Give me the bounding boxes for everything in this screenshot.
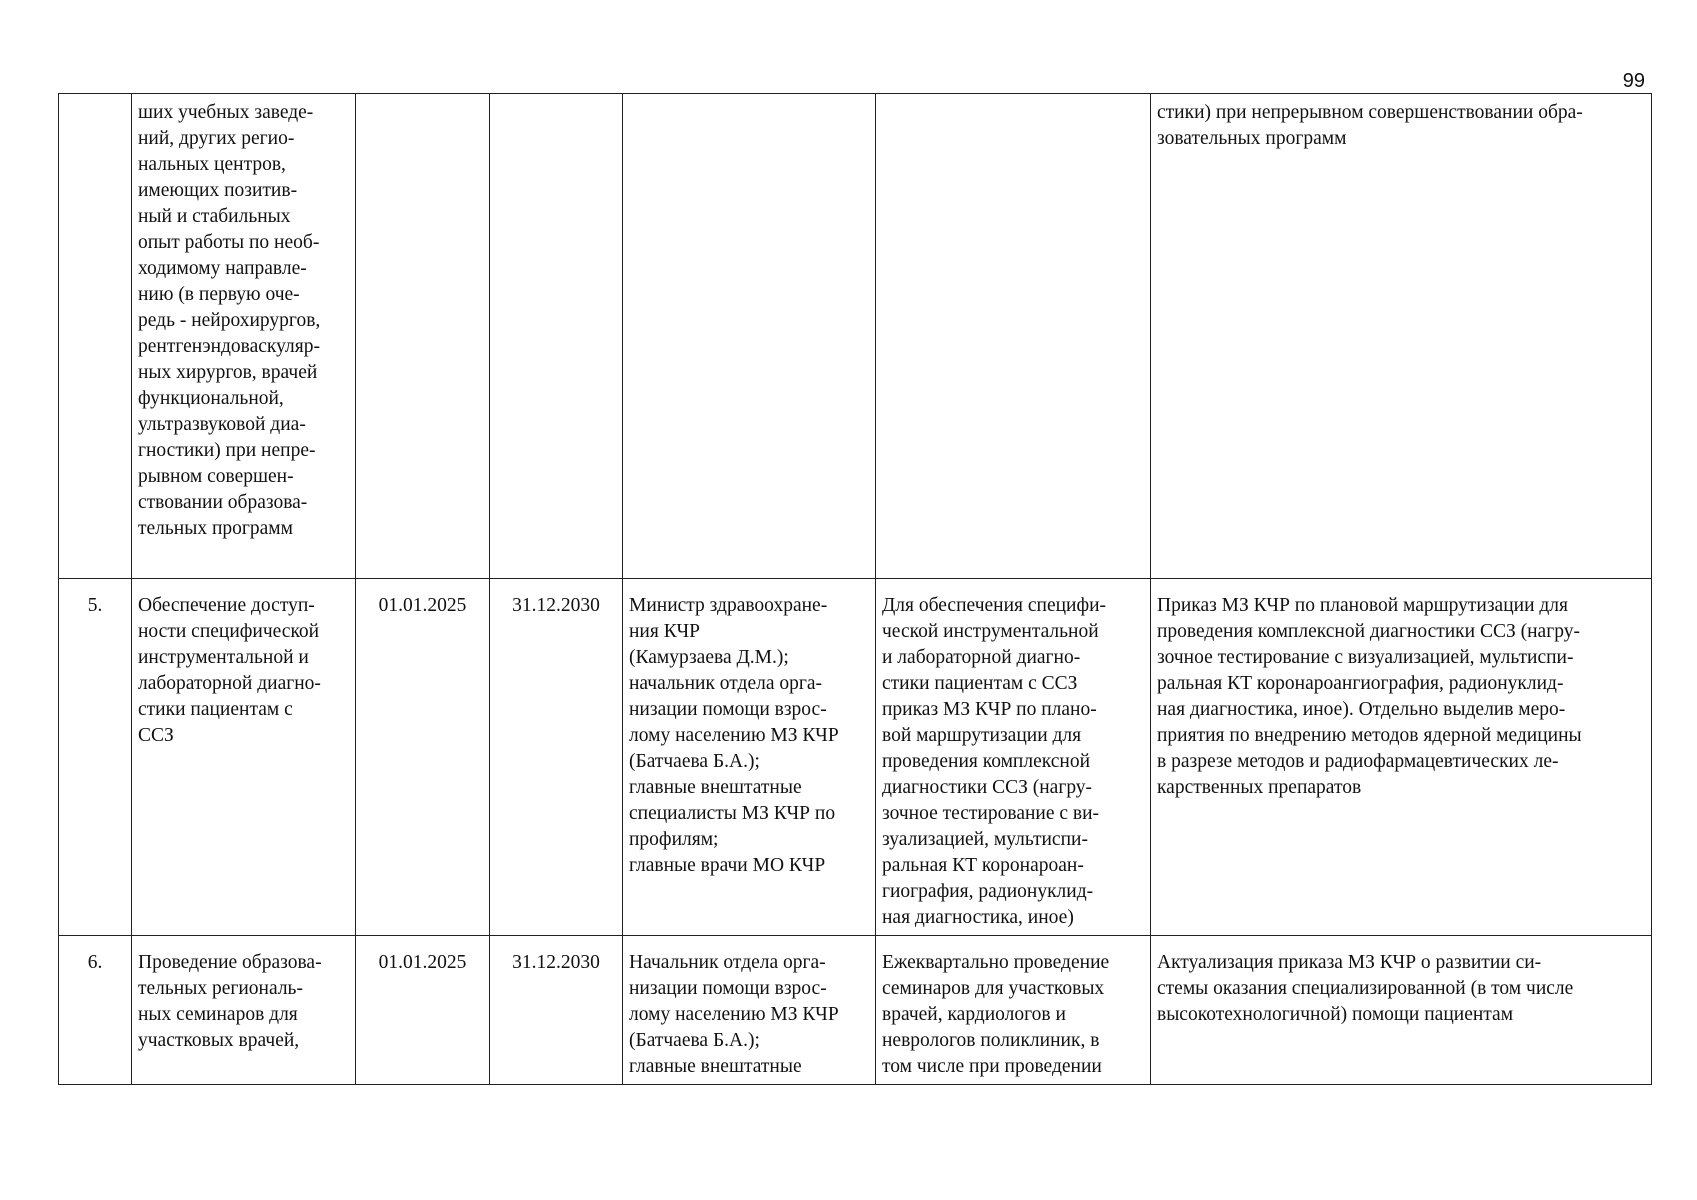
activity-cell: Обеспечение доступ- ности специфической инструментальной и лабораторной диагно- стики пациентам с ССЗ (132, 579, 356, 936)
start-date-cell: 01.01.2025 (356, 579, 490, 936)
table-row (59, 579, 1652, 936)
responsible-cell: Министр здравоохране- ния КЧР (Камурзаева Д.М.); начальник отдела орга- низации помощи взрос- лому населению МЗ КЧР (Батчаева Б.А.); главные внештатные специалисты МЗ КЧР по профилям; главные врачи МО КЧР (623, 579, 876, 936)
page-number: 99 (1622, 70, 1645, 92)
description-cell: Для обеспечения специфи- ческой инструментальной и лабораторной диагно- стики пациентам с ССЗ приказ МЗ КЧР по плано- вой маршрутизации для проведения комплексной диагностики ССЗ (нагру- зочное тестирование с ви- зуализацией, мультиспи- ральная КТ коронароан- гиография, радионуклид- ная диагностика, иное) (876, 579, 1151, 936)
row-number: 6. (59, 936, 132, 1085)
responsible-cell (623, 94, 876, 579)
end-date-cell (490, 94, 623, 579)
activity-cell: Проведение образова- тельных региональ- ных семинаров для участковых врачей, (132, 936, 356, 1085)
start-date-cell: 01.01.2025 (356, 936, 490, 1085)
result-cell: Актуализация приказа МЗ КЧР о развитии си- стемы оказания специализированной (в том числе высокотехнологичной) помощи пациентам (1151, 936, 1652, 1085)
plan-table (58, 93, 1652, 1085)
result-cell: стики) при непрерывном совершенствовании обра- зовательных программ (1151, 94, 1652, 579)
activity-cell: ших учебных заведе- ний, других регио- нальных центров, имеющих позитив- ный и стабильных опыт работы по необ- ходимому направле- нию (в первую оче- редь - нейрохирургов, рентгенэндоваскуляр- ных хирургов, врачей функциональной, ультразвуковой диа- гностики) при непре- рывном совершен- ствовании образова- тельных программ (132, 94, 356, 579)
end-date-cell: 31.12.2030 (490, 579, 623, 936)
description-cell: Ежеквартально проведение семинаров для участковых врачей, кардиологов и неврологов поликлиник, в том числе при проведении (876, 936, 1151, 1085)
row-number: 5. (59, 579, 132, 936)
table-row (59, 94, 1652, 579)
start-date-cell (356, 94, 490, 579)
end-date-cell: 31.12.2030 (490, 936, 623, 1085)
row-number (59, 94, 132, 579)
description-cell (876, 94, 1151, 579)
table-row (59, 936, 1652, 1085)
result-cell: Приказ МЗ КЧР по плановой маршрутизации для проведения комплексной диагностики ССЗ (нагру- зочное тестирование с визуализацией, мультиспи- ральная КТ коронароангиография, радионуклид- ная диагностика, иное). Отдельно выделив меро- приятия по внедрению методов ядерной медицины в разрезе методов и радиофармацевтических ле- карственных препаратов (1151, 579, 1652, 936)
responsible-cell: Начальник отдела орга- низации помощи взрос- лому населению МЗ КЧР (Батчаева Б.А.); главные внештатные (623, 936, 876, 1085)
